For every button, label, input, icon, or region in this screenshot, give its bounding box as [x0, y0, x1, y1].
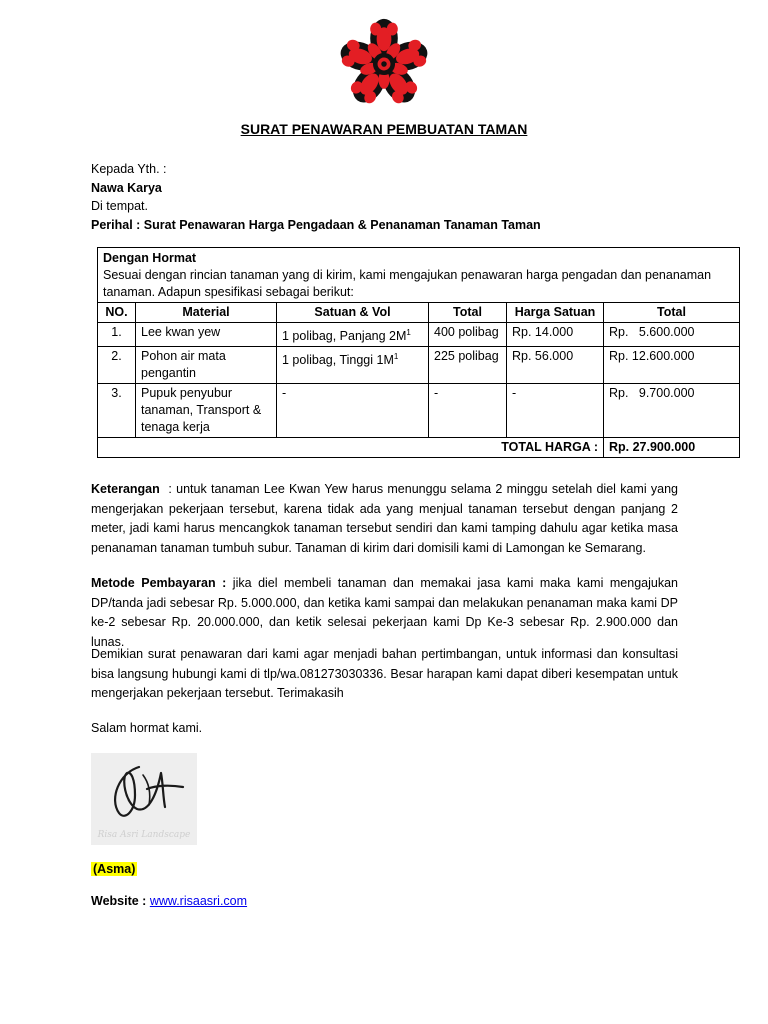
signature-image [91, 753, 197, 845]
row-material: Pupuk penyubur tanaman, Transport & tenaga kerja [136, 384, 277, 438]
recipient-name: Nawa Karya [91, 180, 162, 195]
row-total: Rp. 12.600.000 [604, 347, 740, 384]
table-row [98, 384, 740, 438]
table-total-row [98, 438, 740, 458]
address-block [91, 160, 541, 234]
table-header-row [98, 303, 740, 323]
table-intro-row [98, 248, 740, 303]
subject-line: Perihal : Surat Penawaran Harga Pengadaan & Penanaman Tanaman Taman [91, 217, 541, 232]
row-unit: 1 polibag, Tinggi $1M^1$ [277, 347, 429, 384]
row-price: Rp. 56.000 [507, 347, 604, 384]
table-intro-text: Sesuai dengan rincian tanaman yang di kirim, kami mengajukan penawaran harga pengadan dan penanaman tanaman. Adapun spesifikasi sebagai berikut: [103, 268, 712, 299]
row-unit: 1 polibag, Panjang $2M^1$ [277, 323, 429, 347]
company-logo [338, 18, 430, 110]
row-price: - [507, 384, 604, 438]
website-link[interactable]: www.risaasri.com [149, 894, 248, 908]
signer-name: (Asma) [93, 862, 136, 876]
header-no: NO. [98, 303, 136, 323]
closing-paragraph: Demikian surat penawaran dari kami agar menjadi bahan pertimbangan, untuk informasi dan konsultasi bisa langsung hubungi kami di tlp/wa.081273030336. Besar harapan kami dapat diberi kesempatan untuk mengerjakan pekerjaan tersebut. Terimakasih [91, 647, 678, 700]
header-total: Total [604, 303, 740, 323]
table-row [98, 323, 740, 347]
row-material: Pohon air mata pengantin [136, 347, 277, 384]
document-title: SURAT PENAWARAN PEMBUATAN TAMAN [240, 121, 528, 137]
keterangan-text: : untuk tanaman Lee Kwan Yew harus menunggu selama 2 minggu setelah diel kami yang mengerjakan pekerjaan tersebut, karena tidak ada yang menjual tanaman tersebut dengan panjang 2 meter, jadi kami harus mencangkok tanaman tersebut sendiri dan kami tamping dahulu agar ketika masa penanaman tanaman tumbuh subur. Tanaman di kirim dari domisili kami di Lamongan ke Semarang. [91, 482, 682, 555]
total-value: Rp. 27.900.000 [604, 438, 740, 458]
row-qty: - [429, 384, 507, 438]
greeting: Dengan Hormat [103, 251, 197, 265]
header-price: Harga Satuan [507, 303, 604, 323]
header-material: Material [136, 303, 277, 323]
offer-table [97, 247, 740, 458]
row-qty: 225 polibag [429, 347, 507, 384]
website-line [91, 894, 247, 908]
payment-text: jika diel membeli tanaman dan memakai jasa kami maka kami mengajukan DP/tanda jadi sebesar Rp. 5.000.000, dan ketika kami sampai dan melakukan penanaman maka kami DP ke-2 sebesar Rp. 20.000.000, dan ketik selesai pekerjaan kami Dp Ke-3 sebesar Rp. 2.900.000 dan lunas. [91, 576, 678, 649]
table-row [98, 347, 740, 384]
row-no: 3. [98, 384, 136, 438]
payment-paragraph [91, 574, 678, 652]
row-unit: - [277, 384, 429, 438]
svg-text:Risa Asri Landscape: Risa Asri Landscape [97, 830, 191, 840]
to-label: Kepada Yth. : [91, 162, 167, 176]
header-qty: Total [429, 303, 507, 323]
row-total: Rp. 9.700.000 [604, 384, 740, 438]
payment-label: Metode Pembayaran : [91, 576, 227, 590]
keterangan-label: Keterangan [91, 482, 160, 496]
row-total: Rp. 5.600.000 [604, 323, 740, 347]
row-price: Rp. 14.000 [507, 323, 604, 347]
keterangan-paragraph [91, 480, 682, 558]
row-material: Lee kwan yew [136, 323, 277, 347]
recipient-location: Di tempat. [91, 199, 148, 213]
header-unit: Satuan & Vol [277, 303, 429, 323]
row-qty: 400 polibag [429, 323, 507, 347]
row-no: 2. [98, 347, 136, 384]
salutation: Salam hormat kami. [91, 721, 203, 735]
row-no: 1. [98, 323, 136, 347]
website-label: Website : [91, 894, 150, 908]
total-label: TOTAL HARGA : [98, 438, 604, 458]
